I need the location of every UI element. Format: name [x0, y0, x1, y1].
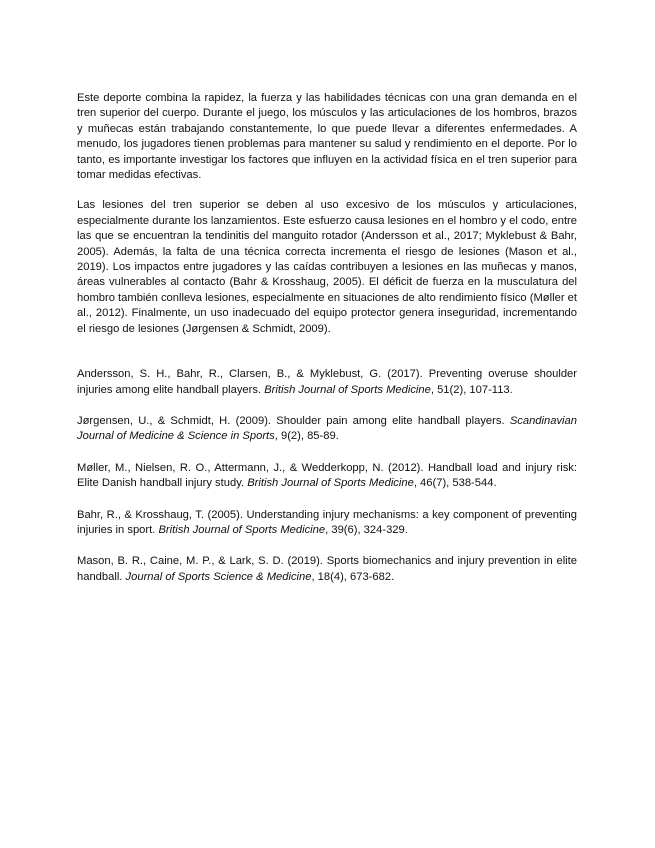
reference-item	[77, 508, 577, 539]
reference-journal: British Journal of Sports Medicine	[158, 523, 326, 536]
document-page	[77, 91, 577, 601]
reference-authors-title: Bahr, R., & Krosshaug, T. (2005). Understanding injury mechanisms: a key component of preventing injuries in sport.	[77, 508, 577, 536]
reference-item	[77, 414, 577, 445]
reference-list	[77, 367, 577, 585]
reference-authors-title: Mason, B. R., Caine, M. P., & Lark, S. D. (2019). Sports biomechanics and injury prevention in elite handball.	[77, 555, 577, 583]
reference-journal: British Journal of Sports Medicine	[264, 383, 431, 396]
reference-volume-pages: , 9(2), 85-89.	[274, 430, 339, 443]
paragraph-injuries: Las lesiones del tren superior se deben al uso excesivo de los músculos y articulaciones, especialmente durante los lanzamientos. Este esfuerzo causa lesiones en el hombro y el codo, entre las que se encuentran la tendinitis del manguito rotador (Andersson et al., 2017; Myklebust & Bahr, 2005). Además, la falta de una técnica correcta incrementa el riesgo de lesiones (Mason et al., 2019). Los impactos entre jugadores y las caídas contribuyen a lesiones en las muñecas y manos, áreas vulnerables al contacto (Bahr & Krosshaug, 2005). El déficit de fuerza en la musculatura del hombro también conlleva lesiones, especialmente en situaciones de alto rendimiento físico (Møller et al., 2012). Finalmente, un uso inadecuado del equipo protector genera inseguridad, incrementando el riesgo de lesiones (Jørgensen & Schmidt, 2009).	[77, 199, 577, 335]
reference-authors-title: Møller, M., Nielsen, R. O., Attermann, J., & Wedderkopp, N. (2012). Handball load and injury risk: Elite Danish handball injury study.	[77, 461, 577, 490]
reference-journal: Journal of Sports Science & Medicine	[125, 570, 312, 583]
reference-item	[77, 461, 577, 492]
reference-authors-title: Jørgensen, U., & Schmidt, H. (2009). Shoulder pain among elite handball players.	[77, 414, 510, 427]
reference-item	[77, 554, 577, 585]
reference-volume-pages: , 46(7), 538-544.	[413, 477, 497, 490]
reference-volume-pages: , 51(2), 107-113.	[430, 383, 513, 396]
paragraph-intro: Este deporte combina la rapidez, la fuerza y las habilidades técnicas con una gran demanda en el tren superior del cuerpo. Durante el juego, los músculos y las articulaciones de los hombros, brazos y muñecas están trabajando constantemente, lo que puede llevar a diferentes enfermedades. A menudo, los jugadores tienen problemas para mantener su salud y rendimiento en el deporte. Por lo tanto, es importante investigar los factores que influyen en la actividad física en el tren superior para tomar medidas efectivas.	[77, 92, 577, 182]
reference-journal: British Journal of Sports Medicine	[247, 477, 414, 490]
reference-journal: Scandinavian Journal of Medicine & Science in Sports	[77, 414, 577, 443]
body-text	[77, 91, 577, 337]
reference-volume-pages: , 18(4), 673-682.	[311, 570, 395, 583]
reference-item	[77, 367, 577, 398]
reference-volume-pages: , 39(6), 324-329.	[325, 523, 408, 536]
reference-authors-title: Andersson, S. H., Bahr, R., Clarsen, B., & Myklebust, G. (2017). Preventing overuse shoulder injuries among elite handball players.	[77, 368, 577, 396]
